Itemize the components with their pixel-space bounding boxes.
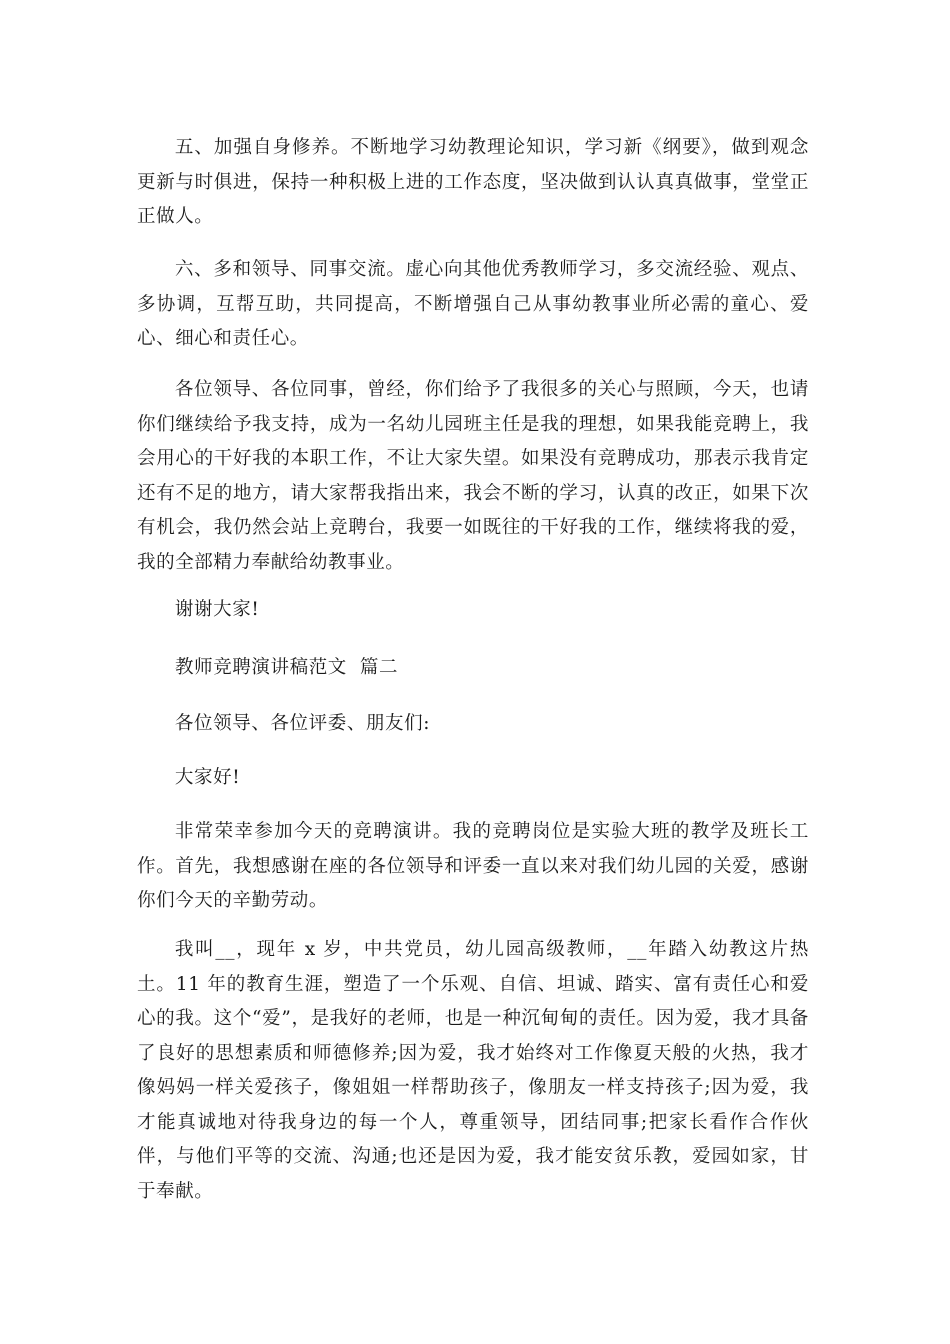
paragraph-introduction: 非常荣幸参加今天的竞聘演讲。我的竞聘岗位是实验大班的教学及班长工作。首先，我想感谢在座的各位领导和评委一直以来对我们幼儿园的关爱，感谢你们今天的辛勤劳动。 bbox=[137, 821, 809, 911]
paragraph-thanks: 谢谢大家! bbox=[174, 599, 260, 620]
section-heading: 教师竞聘演讲稿范文 篇二 bbox=[175, 657, 399, 678]
paragraph-salutation: 各位领导、各位评委、朋友们: bbox=[174, 713, 431, 734]
paragraph-communication: 六、多和领导、同事交流。虚心向其他优秀教师学习，多交流经验、观点、多协调，互帮互助，共同提高，不断增强自己从事幼教事业所必需的童心、爱心、细心和责任心。 bbox=[137, 259, 809, 349]
paragraph-closing-appeal: 各位领导、各位同事，曾经，你们给予了我很多的关心与照顾，今天，也请你们继续给予我支持，成为一名幼儿园班主任是我的理想，如果我能竞聘上，我会用心的干好我的本职工作，不让大家失望。如果没有竞聘成功，那表示我肯定还有不足的地方，请大家帮我指出来，我会不断的学习，认真的改正，如果下次有机会，我仍然会站上竞聘台，我要一如既往的干好我的工作，继续将我的爱，我的全部精力奉献给幼教事业。 bbox=[137, 379, 809, 573]
paragraph-greeting: 大家好! bbox=[174, 767, 241, 788]
paragraph-self-cultivation: 五、加强自身修养。不断地学习幼教理论知识，学习新《纲要》，做到观念更新与时俱进，保持一种积极上进的工作态度，坚决做到认认真真做事，堂堂正正做人。 bbox=[137, 137, 809, 227]
paragraph-self-description: 我叫__，现年 x 岁，中共党员，幼儿园高级教师，__年踏入幼教这片热土。11 年的教育生涯，塑造了一个乐观、自信、坦诚、踏实、富有责任心和爱心的我。这个“爱”，是我好的老师，也是一种沉甸甸的责任。因为爱，我才具备了良好的思想素质和师德修养;因为爱，我才始终对工作像夏天般的火热，我才像妈妈一样关爱孩子，像姐姐一样帮助孩子，像朋友一样支持孩子;因为爱，我才能真诚地对待我身边的每一个人，尊重领导，团结同事;把家长看作合作伙伴，与他们平等的交流、沟通;也还是因为爱，我才能安贫乐教，爱园如家，甘于奉献。 bbox=[137, 939, 809, 1202]
